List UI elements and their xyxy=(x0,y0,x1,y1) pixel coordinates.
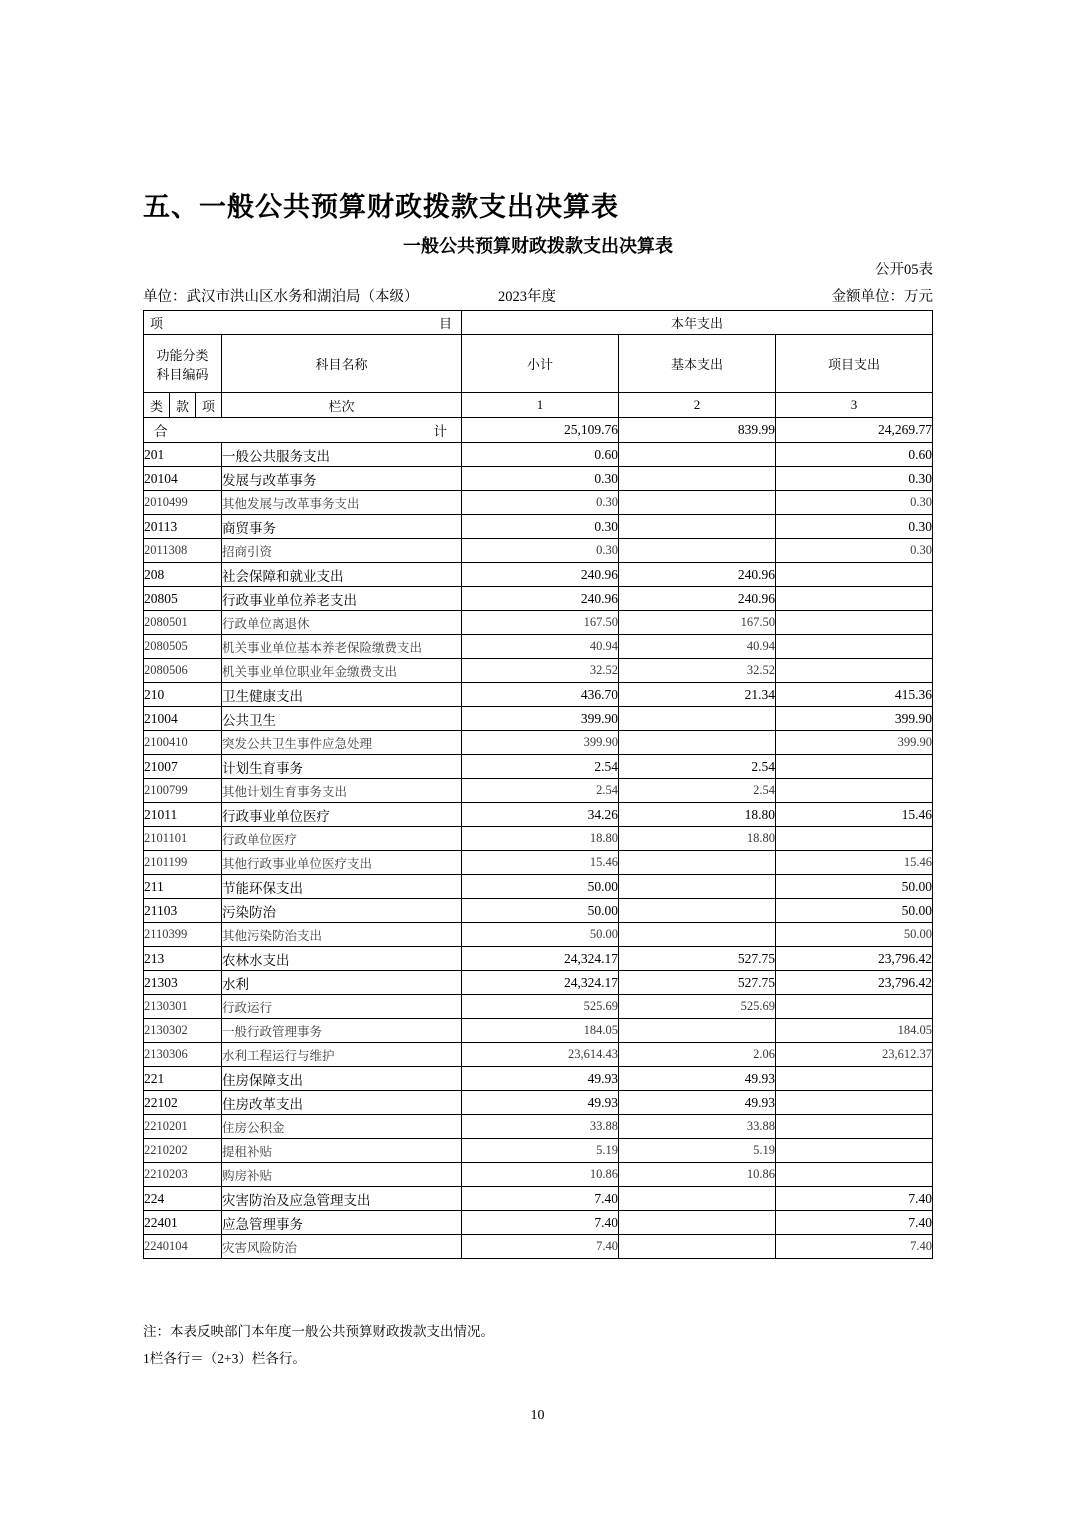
table-row xyxy=(144,731,933,755)
row-subtotal: 32.52 xyxy=(462,659,619,683)
row-project: 399.90 xyxy=(776,731,933,755)
table-row xyxy=(144,635,933,659)
row-code: 2130301 xyxy=(144,995,222,1019)
row-project xyxy=(776,779,933,803)
row-subtotal: 399.90 xyxy=(462,731,619,755)
header-col-1: 1 xyxy=(462,393,619,418)
row-subject-name: 机关事业单位基本养老保险缴费支出 xyxy=(222,635,462,659)
table-row xyxy=(144,755,933,779)
row-code: 2080506 xyxy=(144,659,222,683)
row-project: 0.30 xyxy=(776,515,933,539)
row-project xyxy=(776,995,933,1019)
row-code: 21303 xyxy=(144,971,222,995)
row-basic xyxy=(619,1187,776,1211)
table-row xyxy=(144,1211,933,1235)
row-subject-name: 提租补贴 xyxy=(222,1139,462,1163)
row-subject-name: 突发公共卫生事件应急处理 xyxy=(222,731,462,755)
row-code: 20805 xyxy=(144,587,222,611)
row-project: 7.40 xyxy=(776,1211,933,1235)
row-project: 0.30 xyxy=(776,467,933,491)
row-project xyxy=(776,755,933,779)
table-row xyxy=(144,539,933,563)
row-subject-name: 住房公积金 xyxy=(222,1115,462,1139)
table-row xyxy=(144,563,933,587)
total-label-cell xyxy=(144,418,462,443)
row-code: 2110399 xyxy=(144,923,222,947)
amount-unit-label: 金额单位：万元 xyxy=(831,289,933,305)
row-code: 2130302 xyxy=(144,1019,222,1043)
table-row xyxy=(144,1067,933,1091)
year-label: 2023年度 xyxy=(498,289,556,305)
header-row-item xyxy=(144,311,933,335)
row-subject-name: 水利 xyxy=(222,971,462,995)
row-subject-name: 一般公共服务支出 xyxy=(222,443,462,467)
table-row xyxy=(144,899,933,923)
row-code: 2080501 xyxy=(144,611,222,635)
row-subject-name: 行政运行 xyxy=(222,995,462,1019)
row-subject-name: 其他污染防治支出 xyxy=(222,923,462,947)
row-code: 221 xyxy=(144,1067,222,1091)
row-basic xyxy=(619,1211,776,1235)
row-code: 21007 xyxy=(144,755,222,779)
row-subtotal: 7.40 xyxy=(462,1187,619,1211)
row-subtotal: 0.30 xyxy=(462,467,619,491)
total-basic: 839.99 xyxy=(619,418,776,443)
row-code: 210 xyxy=(144,683,222,707)
total-label-left: 合 xyxy=(154,424,168,439)
row-subtotal: 50.00 xyxy=(462,875,619,899)
row-code: 22102 xyxy=(144,1091,222,1115)
row-subject-name: 水利工程运行与维护 xyxy=(222,1043,462,1067)
header-item-cell xyxy=(144,311,462,335)
row-code: 21004 xyxy=(144,707,222,731)
row-project xyxy=(776,659,933,683)
table-row xyxy=(144,827,933,851)
row-code: 2240104 xyxy=(144,1235,222,1259)
row-project: 15.46 xyxy=(776,803,933,827)
header-project-expenditure: 项目支出 xyxy=(776,335,933,393)
row-subject-name: 社会保障和就业支出 xyxy=(222,563,462,587)
table-row xyxy=(144,1187,933,1211)
table-row xyxy=(144,1139,933,1163)
note-line-2: 1栏各行＝（2+3）栏各行。 xyxy=(143,1351,306,1366)
page-number: 10 xyxy=(530,1408,545,1423)
row-project: 23,796.42 xyxy=(776,971,933,995)
row-code: 22401 xyxy=(144,1211,222,1235)
row-subtotal: 240.96 xyxy=(462,563,619,587)
table-row xyxy=(144,1043,933,1067)
row-code: 201 xyxy=(144,443,222,467)
row-basic: 2.54 xyxy=(619,755,776,779)
row-basic: 240.96 xyxy=(619,587,776,611)
row-basic xyxy=(619,731,776,755)
table-row xyxy=(144,611,933,635)
row-subtotal: 50.00 xyxy=(462,923,619,947)
table-row xyxy=(144,467,933,491)
row-project: 7.40 xyxy=(776,1187,933,1211)
table-row xyxy=(144,587,933,611)
row-code: 213 xyxy=(144,947,222,971)
row-subject-name: 应急管理事务 xyxy=(222,1211,462,1235)
row-basic xyxy=(619,539,776,563)
row-project: 50.00 xyxy=(776,923,933,947)
row-subject-name: 发展与改革事务 xyxy=(222,467,462,491)
row-subject-name: 商贸事务 xyxy=(222,515,462,539)
row-basic xyxy=(619,923,776,947)
header-row-numbering xyxy=(144,393,933,418)
row-subtotal: 15.46 xyxy=(462,851,619,875)
form-code: 公开05表 xyxy=(875,262,933,278)
row-subject-name: 行政单位离退休 xyxy=(222,611,462,635)
row-subtotal: 436.70 xyxy=(462,683,619,707)
row-code: 2210202 xyxy=(144,1139,222,1163)
table-row xyxy=(144,683,933,707)
table-row xyxy=(144,1115,933,1139)
row-subtotal: 5.19 xyxy=(462,1139,619,1163)
row-basic: 240.96 xyxy=(619,563,776,587)
row-code: 2210203 xyxy=(144,1163,222,1187)
row-code: 2080505 xyxy=(144,635,222,659)
row-code: 2210201 xyxy=(144,1115,222,1139)
row-basic xyxy=(619,1019,776,1043)
table-row xyxy=(144,1235,933,1259)
row-subject-name: 灾害风险防治 xyxy=(222,1235,462,1259)
row-subject-name: 招商引资 xyxy=(222,539,462,563)
row-project: 399.90 xyxy=(776,707,933,731)
total-subtotal: 25,109.76 xyxy=(462,418,619,443)
row-project: 23,796.42 xyxy=(776,947,933,971)
row-subtotal: 50.00 xyxy=(462,899,619,923)
header-category-code-line2: 科目编码 xyxy=(156,366,209,382)
row-basic xyxy=(619,467,776,491)
table-row xyxy=(144,875,933,899)
total-project: 24,269.77 xyxy=(776,418,933,443)
row-project xyxy=(776,1067,933,1091)
header-column-label: 栏次 xyxy=(222,393,462,418)
row-code: 2011308 xyxy=(144,539,222,563)
header-current-year-expenditure: 本年支出 xyxy=(462,311,933,335)
row-basic xyxy=(619,707,776,731)
row-subject-name: 农林水支出 xyxy=(222,947,462,971)
row-subtotal: 34.26 xyxy=(462,803,619,827)
row-subtotal: 18.80 xyxy=(462,827,619,851)
row-project: 415.36 xyxy=(776,683,933,707)
row-project xyxy=(776,563,933,587)
table-row xyxy=(144,947,933,971)
row-subtotal: 399.90 xyxy=(462,707,619,731)
row-basic: 18.80 xyxy=(619,803,776,827)
header-row-columns xyxy=(144,335,933,393)
row-code: 2101199 xyxy=(144,851,222,875)
row-subtotal: 49.93 xyxy=(462,1067,619,1091)
header-item-left: 项 xyxy=(150,316,164,331)
row-subject-name: 污染防治 xyxy=(222,899,462,923)
row-code: 211 xyxy=(144,875,222,899)
row-basic: 527.75 xyxy=(619,947,776,971)
row-basic xyxy=(619,491,776,515)
row-subject-name: 计划生育事务 xyxy=(222,755,462,779)
row-subtotal: 2.54 xyxy=(462,779,619,803)
row-subject-name: 住房改革支出 xyxy=(222,1091,462,1115)
row-subtotal: 24,324.17 xyxy=(462,947,619,971)
table-row xyxy=(144,1019,933,1043)
table-row xyxy=(144,707,933,731)
row-code: 20113 xyxy=(144,515,222,539)
header-category-code-line1: 功能分类 xyxy=(156,347,209,363)
row-basic: 527.75 xyxy=(619,971,776,995)
row-subtotal: 7.40 xyxy=(462,1235,619,1259)
row-subtotal: 0.30 xyxy=(462,515,619,539)
row-code: 21011 xyxy=(144,803,222,827)
row-basic xyxy=(619,899,776,923)
row-subtotal: 167.50 xyxy=(462,611,619,635)
row-subject-name: 其他行政事业单位医疗支出 xyxy=(222,851,462,875)
row-subject-name: 灾害防治及应急管理支出 xyxy=(222,1187,462,1211)
row-project xyxy=(776,1115,933,1139)
row-project: 0.60 xyxy=(776,443,933,467)
row-subject-name: 行政事业单位医疗 xyxy=(222,803,462,827)
row-subtotal: 33.88 xyxy=(462,1115,619,1139)
row-subject-name: 住房保障支出 xyxy=(222,1067,462,1091)
row-subtotal: 2.54 xyxy=(462,755,619,779)
table-row xyxy=(144,443,933,467)
header-xiang: 项 xyxy=(196,393,222,418)
row-subtotal: 24,324.17 xyxy=(462,971,619,995)
row-subject-name: 节能环保支出 xyxy=(222,875,462,899)
row-subject-name: 其他计划生育事务支出 xyxy=(222,779,462,803)
row-subject-name: 公共卫生 xyxy=(222,707,462,731)
row-basic: 21.34 xyxy=(619,683,776,707)
row-basic xyxy=(619,515,776,539)
row-code: 2130306 xyxy=(144,1043,222,1067)
table-row xyxy=(144,971,933,995)
header-lei: 类 xyxy=(144,393,170,418)
row-basic: 2.54 xyxy=(619,779,776,803)
header-subject-name: 科目名称 xyxy=(222,335,462,393)
table-title: 一般公共预算财政拨款支出决算表 xyxy=(403,236,673,256)
row-code: 224 xyxy=(144,1187,222,1211)
row-subject-name: 行政事业单位养老支出 xyxy=(222,587,462,611)
row-basic: 10.86 xyxy=(619,1163,776,1187)
row-subject-name: 机关事业单位职业年金缴费支出 xyxy=(222,659,462,683)
row-project: 0.30 xyxy=(776,539,933,563)
row-subject-name: 其他发展与改革事务支出 xyxy=(222,491,462,515)
row-subtotal: 525.69 xyxy=(462,995,619,1019)
row-project: 0.30 xyxy=(776,491,933,515)
row-subtotal: 0.30 xyxy=(462,491,619,515)
table-row xyxy=(144,659,933,683)
row-subtotal: 49.93 xyxy=(462,1091,619,1115)
row-code: 21103 xyxy=(144,899,222,923)
row-basic: 167.50 xyxy=(619,611,776,635)
row-basic: 32.52 xyxy=(619,659,776,683)
header-item-right: 目 xyxy=(439,316,453,331)
row-project: 50.00 xyxy=(776,875,933,899)
budget-expenditure-table xyxy=(143,310,933,1259)
table-row xyxy=(144,779,933,803)
row-basic: 33.88 xyxy=(619,1115,776,1139)
row-project xyxy=(776,1139,933,1163)
header-kuan: 款 xyxy=(170,393,196,418)
row-code: 2100410 xyxy=(144,731,222,755)
row-project: 184.05 xyxy=(776,1019,933,1043)
table-row xyxy=(144,851,933,875)
table-row xyxy=(144,1163,933,1187)
row-subtotal: 7.40 xyxy=(462,1211,619,1235)
table-row-total xyxy=(144,418,933,443)
meta-row xyxy=(143,285,933,305)
row-code: 208 xyxy=(144,563,222,587)
row-basic xyxy=(619,443,776,467)
row-code: 20104 xyxy=(144,467,222,491)
row-subtotal: 0.60 xyxy=(462,443,619,467)
row-project xyxy=(776,1091,933,1115)
row-subject-name: 卫生健康支出 xyxy=(222,683,462,707)
row-subject-name: 购房补贴 xyxy=(222,1163,462,1187)
row-subtotal: 184.05 xyxy=(462,1019,619,1043)
row-basic xyxy=(619,1235,776,1259)
header-col-3: 3 xyxy=(776,393,933,418)
row-project xyxy=(776,827,933,851)
row-basic: 2.06 xyxy=(619,1043,776,1067)
row-project xyxy=(776,635,933,659)
row-project xyxy=(776,611,933,635)
table-row xyxy=(144,995,933,1019)
page-title: 五、一般公共预算财政拨款支出决算表 xyxy=(143,192,619,222)
header-col-2: 2 xyxy=(619,393,776,418)
row-basic xyxy=(619,875,776,899)
row-basic: 49.93 xyxy=(619,1091,776,1115)
row-subtotal: 0.30 xyxy=(462,539,619,563)
table-notes xyxy=(143,1318,494,1372)
row-code: 2101101 xyxy=(144,827,222,851)
row-basic xyxy=(619,851,776,875)
note-line-1: 注：本表反映部门本年度一般公共预算财政拨款支出情况。 xyxy=(143,1324,494,1339)
total-label-right: 计 xyxy=(433,424,448,439)
unit-label: 单位：武汉市洪山区水务和湖泊局（本级） xyxy=(143,289,419,305)
table-row xyxy=(144,803,933,827)
row-code: 2010499 xyxy=(144,491,222,515)
table-row xyxy=(144,1091,933,1115)
row-code: 2100799 xyxy=(144,779,222,803)
table-row xyxy=(144,515,933,539)
header-category-code xyxy=(144,335,222,393)
header-subtotal: 小计 xyxy=(462,335,619,393)
row-project: 15.46 xyxy=(776,851,933,875)
row-basic: 49.93 xyxy=(619,1067,776,1091)
row-basic: 525.69 xyxy=(619,995,776,1019)
row-subtotal: 40.94 xyxy=(462,635,619,659)
row-project: 7.40 xyxy=(776,1235,933,1259)
row-project: 23,612.37 xyxy=(776,1043,933,1067)
row-subtotal: 23,614.43 xyxy=(462,1043,619,1067)
row-subtotal: 240.96 xyxy=(462,587,619,611)
row-basic: 18.80 xyxy=(619,827,776,851)
row-basic: 40.94 xyxy=(619,635,776,659)
row-subtotal: 10.86 xyxy=(462,1163,619,1187)
row-project xyxy=(776,1163,933,1187)
row-project xyxy=(776,587,933,611)
row-project: 50.00 xyxy=(776,899,933,923)
row-subject-name: 一般行政管理事务 xyxy=(222,1019,462,1043)
header-basic-expenditure: 基本支出 xyxy=(619,335,776,393)
table-row xyxy=(144,491,933,515)
table-row xyxy=(144,923,933,947)
row-basic: 5.19 xyxy=(619,1139,776,1163)
row-subject-name: 行政单位医疗 xyxy=(222,827,462,851)
